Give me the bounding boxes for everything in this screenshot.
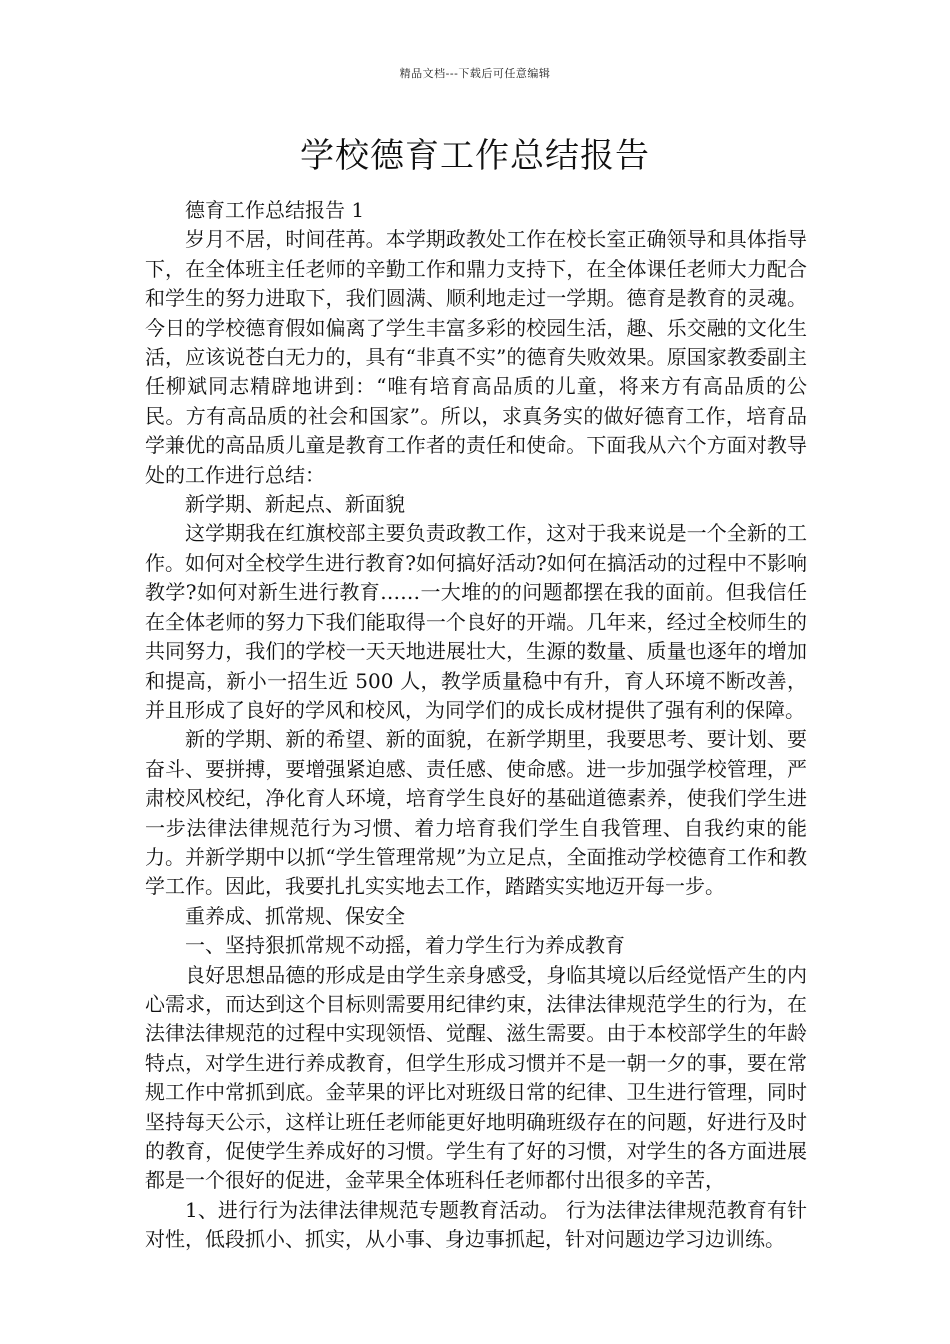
section-heading-new-semester: 新学期、新起点、新面貌 [185, 492, 405, 517]
body-paragraph: 这学期我在红旗校部主要负责政教工作，这对于我来说是一个全新的工作。如何对全校学生进行教育?如何搞好活动?如何在搞活动的过程中不影响教学?如何对新生进行教育……一大堆的的问题都摆在我的面前。但我信任在全体老师的努力下我们能取得一个良好的开端。几年来，经过全校师生的共同努力，我们的学校一天天地进展壮大，生源的数量、质量也逐年的增加和提高，新小一招生近 500 人，教学质量稳中有升，育人环境不断改善，并且形成了良好的学风和校风，为同学们的成长成材提供了强有利的保障。 [145, 521, 807, 722]
body-paragraph: 新的学期、新的希望、新的面貌，在新学期里，我要思考、要计划、要奋斗、要拼搏，要增强紧迫感、责任感、使命感。进一步加强学校管理，严肃校风校纪，净化育人环境，培育学生良好的基础道德素养，使我们学生进一步法律法律规范行为习惯、着力培育我们学生自我管理、自我约束的能力。并新学期中以抓“学生管理常规”为立足点，全面推动学校德育工作和教学工作。因此，我要扎扎实实地去工作，踏踏实实地迈开每一步。 [145, 727, 807, 899]
section-heading-report-1: 德育工作总结报告 1 [185, 198, 365, 222]
intro-paragraph: 岁月不居，时间荏苒。本学期政教处工作在校长室正确领导和具体指导下，在全体班主任老师的辛勤工作和鼎力支持下，在全体课任老师大力配合和学生的努力进取下，我们圆满、顺利地走过一学期。德育是教育的灵魂。今日的学校德育假如偏离了学生丰富多彩的校园生活，趣、乐交融的文化生活，应该说苍白无力的，具有“非真不实”的德育失败效果。原国家教委副主任柳斌同志精辟地讲到：“唯有培育高品质的儿童，将来方有高品质的公民。方有高品质的社会和国家”。所以，求真务实的做好德育工作，培育品学兼优的高品质儿童是教育工作者的责任和使命。下面我从六个方面对教导处的工作进行总结： [145, 227, 807, 487]
body-paragraph: 良好思想品德的形成是由学生亲身感受，身临其境以后经觉悟产生的内心需求，而达到这个目标则需要用纪律约束，法律法律规范学生的行为，在法律法律规范的过程中实现领悟、觉醒、滋生需要。由于本校部学生的年龄特点，对学生进行养成教育，但学生形成习惯并不是一朝一夕的事，要在常规工作中常抓到底。金苹果的评比对班级日常的纪律、卫生进行管理，同时坚持每天公示，这样让班任老师能更好地明确班级存在的问题，好进行及时的教育，促使学生养成好的习惯。学生有了好的习惯，对学生的各方面进展都是一个很好的促进，金苹果全体班科任老师都付出很多的辛苦， [145, 962, 807, 1193]
page-header-note: 精品文档---下载后可任意编辑 [399, 67, 551, 80]
subsection-heading-1: 一、坚持狠抓常规不动摇，着力学生行为养成教育 [185, 933, 625, 958]
section-heading-habits: 重养成、抓常规、保安全 [185, 903, 405, 928]
document-body [145, 196, 807, 1255]
list-item: 1、进行行为法律法律规范专题教育活动。 行为法律法律规范教育有针对性，低段抓小、抓实，从小事、身边事抓起，针对问题边学习边训练。 [145, 1197, 807, 1252]
document-title: 学校德育工作总结报告 [300, 136, 650, 176]
